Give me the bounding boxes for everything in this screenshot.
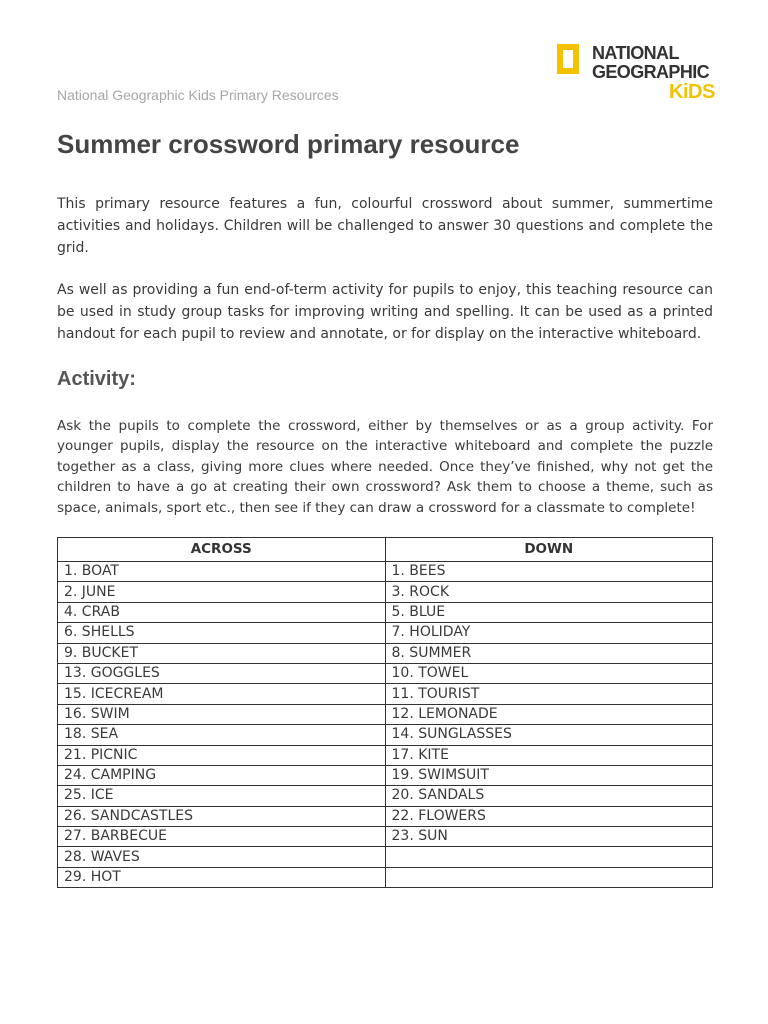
table-row (58, 745, 713, 765)
across-header: ACROSS (58, 538, 386, 562)
across-answer: 28. WAVES (58, 847, 386, 867)
table-row (58, 867, 713, 887)
across-answer: 27. BARBECUE (58, 827, 386, 847)
down-answer: 23. SUN (385, 827, 713, 847)
across-answer: 13. GOGGLES (58, 663, 386, 683)
across-answer: 29. HOT (58, 867, 386, 887)
intro-paragraph-1: This primary resource features a fun, colourful crossword about summer, summertime activities and holidays. Children will be challenged to answer 30 questions and complete the grid. (57, 196, 713, 256)
answers-table (57, 537, 713, 888)
across-answer: 16. SWIM (58, 704, 386, 724)
down-answer: 10. TOWEL (385, 663, 713, 683)
down-answer: 5. BLUE (385, 602, 713, 622)
down-answer (385, 847, 713, 867)
yellow-frame-icon (557, 44, 579, 74)
logo-line-kids: KiDS (669, 81, 715, 103)
down-header: DOWN (385, 538, 713, 562)
down-answer (385, 867, 713, 887)
across-answer: 26. SANDCASTLES (58, 806, 386, 826)
down-answer: 11. TOURIST (385, 684, 713, 704)
table-row (58, 725, 713, 745)
across-answer: 15. ICECREAM (58, 684, 386, 704)
national-geographic-kids-logo (557, 44, 717, 106)
down-answer: 19. SWIMSUIT (385, 765, 713, 785)
down-answer: 8. SUMMER (385, 643, 713, 663)
down-answer: 17. KITE (385, 745, 713, 765)
table-row (58, 623, 713, 643)
across-answer: 25. ICE (58, 786, 386, 806)
table-row (58, 704, 713, 724)
logo-line-national: NATIONAL (592, 43, 679, 63)
table-row (58, 827, 713, 847)
answers-body (58, 562, 713, 888)
table-row (58, 806, 713, 826)
across-answer: 6. SHELLS (58, 623, 386, 643)
table-row (58, 684, 713, 704)
table-row (58, 602, 713, 622)
down-answer: 14. SUNGLASSES (385, 725, 713, 745)
activity-heading: Activity: (57, 368, 136, 390)
table-row (58, 765, 713, 785)
intro-paragraph-2: As well as providing a fun end-of-term activity for pupils to enjoy, this teaching resource can be used in study group tasks for improving writing and spelling. It can be used as a printed handout for each pupil to review and annotate, or for display on the interactive whiteboard. (57, 282, 713, 342)
across-answer: 4. CRAB (58, 602, 386, 622)
down-answer: 12. LEMONADE (385, 704, 713, 724)
down-answer: 7. HOLIDAY (385, 623, 713, 643)
table-row (58, 663, 713, 683)
across-answer: 2. JUNE (58, 582, 386, 602)
logo-line-geographic: GEOGRAPHIC (592, 62, 710, 82)
table-row (58, 847, 713, 867)
activity-paragraph: Ask the pupils to complete the crossword, either by themselves or as a group activity. For younger pupils, display the resource on the interactive whiteboard and complete the puzzle together as a class, giving more clues where needed. Once they’ve finished, why not get the children to have a go at creating their own crossword? Ask them to choose a theme, such as space, animals, sport etc., then see if they can draw a crossword for a classmate to complete! (57, 418, 713, 516)
page-title: Summer crossword primary resource (57, 129, 520, 159)
header-text: National Geographic Kids Primary Resources (57, 87, 339, 103)
table-row (58, 562, 713, 582)
across-answer: 1. BOAT (58, 562, 386, 582)
table-row (58, 582, 713, 602)
table-row (58, 643, 713, 663)
down-answer: 20. SANDALS (385, 786, 713, 806)
down-answer: 1. BEES (385, 562, 713, 582)
down-answer: 22. FLOWERS (385, 806, 713, 826)
down-answer: 3. ROCK (385, 582, 713, 602)
table-header-row (58, 538, 713, 562)
across-answer: 21. PICNIC (58, 745, 386, 765)
across-answer: 18. SEA (58, 725, 386, 745)
across-answer: 9. BUCKET (58, 643, 386, 663)
across-answer: 24. CAMPING (58, 765, 386, 785)
table-row (58, 786, 713, 806)
